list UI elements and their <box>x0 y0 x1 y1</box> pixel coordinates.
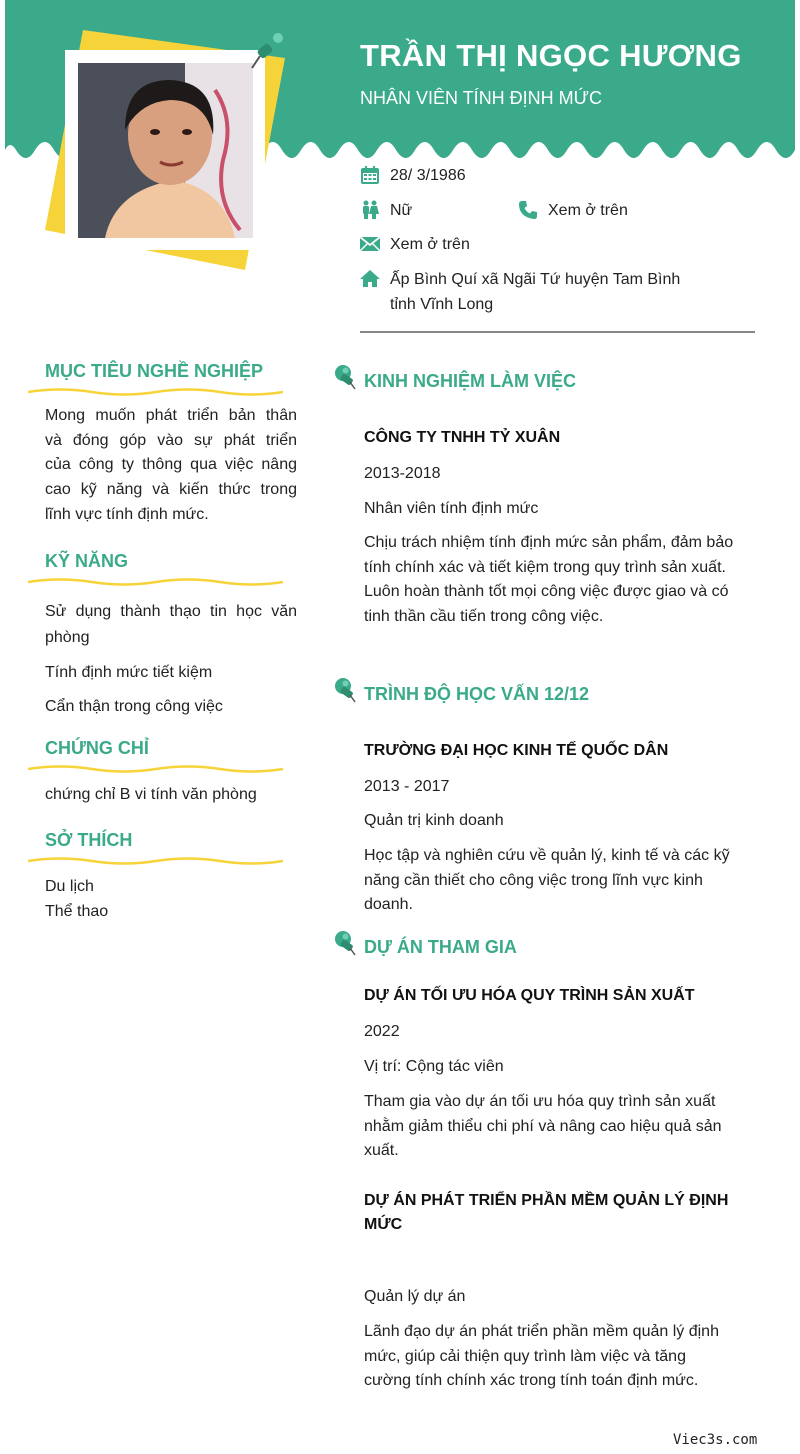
project-1-description: Tham gia vào dự án tối ưu hóa quy trình sản xuất nhằm giảm thiểu chi phí và nâng cao hiệu quả sản xuất. <box>364 1093 722 1160</box>
pushpin-icon <box>328 362 356 390</box>
pushpin-icon <box>328 675 356 703</box>
address-line2: tỉnh Vĩnh Long <box>390 296 494 313</box>
address-line1: Ấp Bình Quí xã Ngãi Tứ huyện Tam Bình <box>390 271 681 288</box>
hobby-item-2: Thể thao <box>45 903 109 920</box>
skill-item-1-line2: phòng <box>45 629 90 646</box>
education-major: Quản trị kinh doanh <box>364 812 504 829</box>
experience-position: Nhân viên tính định mức <box>364 500 539 517</box>
objective-text <box>45 404 297 503</box>
email-icon <box>360 234 380 254</box>
objective-line: của công ty thông qua việc nâng <box>45 456 297 474</box>
project-2-description: Lãnh đạo dự án phát triển phần mềm quản lý định mức, giúp cải thiện quy trình làm việc và tăng cường tính chính xác trong tính toán định mức. <box>364 1323 719 1390</box>
pushpin-icon <box>248 24 292 72</box>
gender-value: Nữ <box>390 202 413 219</box>
phone-icon <box>518 200 538 220</box>
project-1-role: Vị trí: Cộng tác viên <box>364 1058 504 1075</box>
objective-line: và đóng góp vào sự phát triển <box>45 431 297 449</box>
watermark[interactable]: Viec3s.com <box>673 1432 758 1448</box>
skill-item-3: Cẩn thận trong công việc <box>45 698 223 715</box>
hobbies-heading: SỞ THÍCH <box>45 830 133 850</box>
experience-description: Chịu trách nhiệm tính định mức sản phẩm, đảm bảo tính chính xác và tiết kiệm trong quy trình sản xuất. Luôn hoàn thành tốt mọi công việc được giao và có tinh thần cầu tiến trong công việc. <box>364 534 734 626</box>
certificate-item-1: chứng chỉ B vi tính văn phòng <box>45 786 257 803</box>
heading-underline <box>28 855 283 867</box>
heading-underline <box>28 763 283 775</box>
project-2-role: Quản lý dự án <box>364 1288 466 1305</box>
phone-value[interactable]: Xem ở trên <box>548 202 628 219</box>
home-icon <box>360 269 380 289</box>
experience-company: CÔNG TY TNHH TỶ XUÂN <box>364 429 561 446</box>
heading-underline <box>28 576 283 588</box>
gender-icon <box>360 200 380 220</box>
birthdate-value: 28/ 3/1986 <box>390 167 466 184</box>
project-1-year: 2022 <box>364 1023 400 1040</box>
project-1-name: DỰ ÁN TỐI ƯU HÓA QUY TRÌNH SẢN XUẤT <box>364 987 695 1004</box>
education-period: 2013 - 2017 <box>364 778 450 795</box>
skills-heading: KỸ NĂNG <box>45 551 129 571</box>
experience-period: 2013-2018 <box>364 465 441 482</box>
skill-item-1-line1: Sử dụng thành thạo tin học văn <box>45 603 297 620</box>
education-school: TRƯỜNG ĐẠI HỌC KINH TẾ QUỐC DÂN <box>364 742 669 759</box>
calendar-icon <box>360 165 380 185</box>
email-value[interactable]: Xem ở trên <box>390 236 470 253</box>
header-divider <box>360 331 755 333</box>
objective-line: Mong muốn phát triển bản thân <box>45 407 297 424</box>
objective-heading: MỤC TIÊU NGHỀ NGHIỆP <box>45 361 264 381</box>
job-title: NHÂN VIÊN TÍNH ĐỊNH MỨC <box>360 88 603 108</box>
education-description: Học tập và nghiên cứu về quản lý, kinh tế và các kỹ năng cần thiết cho công việc trong lĩnh vực kinh doanh. <box>364 847 730 914</box>
candidate-name: TRẦN THỊ NGỌC HƯƠNG <box>360 38 742 73</box>
pushpin-icon <box>328 928 356 956</box>
experience-heading: KINH NGHIỆM LÀM VIỆC <box>364 371 577 391</box>
objective-line: cao kỹ năng và kiến thức trong <box>45 481 297 499</box>
hobby-item-1: Du lịch <box>45 878 94 895</box>
objective-last-line: lĩnh vực tính định mức. <box>45 506 209 523</box>
project-2-name: DỰ ÁN PHÁT TRIỂN PHẦN MỀM QUẢN LÝ ĐỊNH MỨC <box>364 1192 729 1233</box>
heading-underline <box>28 386 283 398</box>
certificates-heading: CHỨNG CHỈ <box>45 738 149 758</box>
education-heading: TRÌNH ĐỘ HỌC VẤN 12/12 <box>364 684 590 704</box>
skill-item-2: Tính định mức tiết kiệm <box>45 664 213 681</box>
projects-heading: DỰ ÁN THAM GIA <box>364 937 517 957</box>
